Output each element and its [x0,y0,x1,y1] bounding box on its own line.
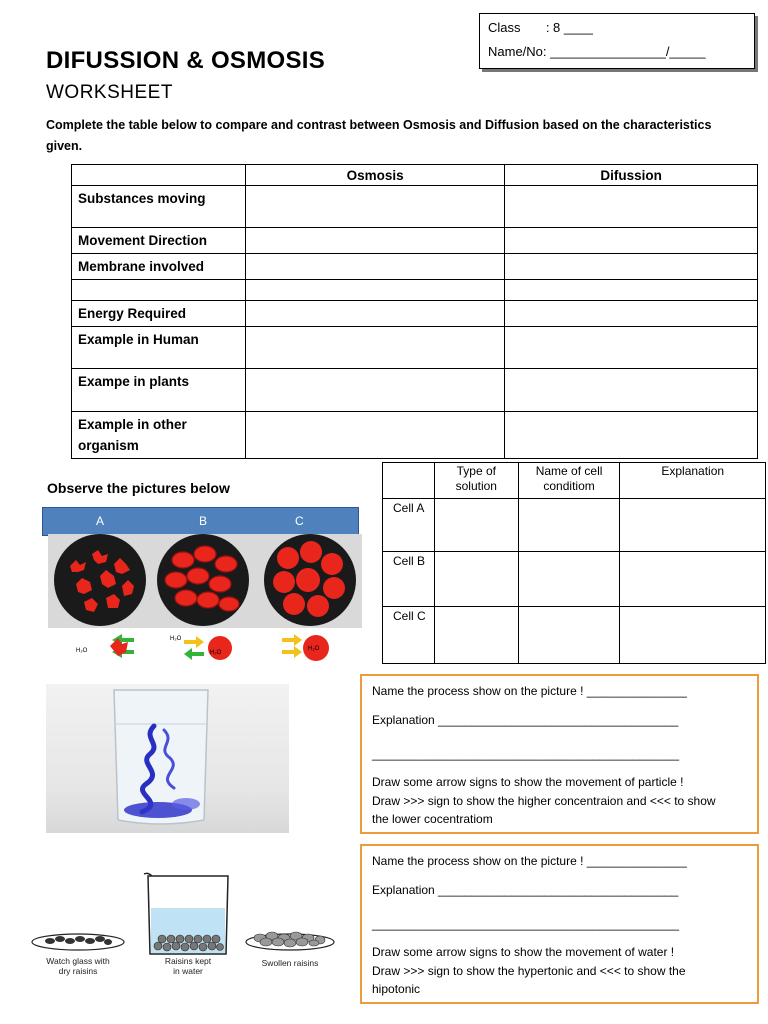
diffusion-photo [46,684,289,833]
cell-label-c: C [295,514,304,528]
caption-watch-glass [36,956,120,976]
answer-cell[interactable] [434,552,518,607]
cell-condition-table [382,462,766,664]
question-line[interactable]: ______________________________________________ [372,747,679,761]
answer-cell[interactable] [505,228,758,254]
table-header-row [72,165,758,186]
row-label: Energy Required [72,301,246,327]
caption-raisins-water [146,956,230,976]
cell-label-bar [42,507,359,536]
answer-cell[interactable] [245,327,505,369]
row-label: Example in other organism [72,412,246,459]
class-label: Class [488,20,521,35]
table-row [72,301,758,327]
question-line[interactable]: Explanation ____________________________________ [372,883,679,897]
answer-cell[interactable] [518,552,620,607]
header-cell [383,463,435,499]
table-row [72,327,758,369]
header-cell [72,165,246,186]
answer-cell[interactable] [245,254,505,280]
question-line: Draw >>> sign to show the higher concentraion and <<< to show [372,794,716,808]
row-label: Substances moving [72,186,246,228]
answer-cell[interactable] [245,280,505,301]
h2o-label-b2: H₂O [210,650,222,656]
class-value: : 8 ____ [545,20,593,35]
question-line[interactable]: Name the process show on the picture ! _______________ [372,854,687,868]
table-row [383,499,766,552]
header-cell: Name of cell conditiom [518,463,620,499]
blood-cells-image [48,534,362,628]
answer-cell[interactable] [505,301,758,327]
osmosis-arrows-diagram [66,630,366,666]
instructions: Complete the table below to compare and contrast between Osmosis and Diffusion based on the characteristics given. [46,118,712,153]
observe-label: Observe the pictures below [47,480,230,496]
name-label: Name/No: [488,44,547,59]
name-value: ________________/_____ [550,44,706,59]
class-field[interactable] [488,20,593,35]
blood-cells-panel [48,534,362,628]
answer-cell[interactable] [505,369,758,412]
header-cell: Type of solution [434,463,518,499]
header-cell: Osmosis [245,165,505,186]
process-question-box-2 [360,844,759,1004]
row-label: Movement Direction [72,228,246,254]
name-field[interactable] [488,44,706,59]
caption-swollen-raisins: Swollen raisins [261,958,319,968]
answer-cell[interactable] [518,499,620,552]
answer-cell[interactable] [434,499,518,552]
caption-line: dry raisins [58,966,98,976]
table-header-row [383,463,766,499]
h2o-label-a: H₂O [76,648,88,654]
row-label: Cell C [383,607,435,664]
h2o-label-c: H₂O [308,646,320,652]
row-label: Membrane involved [72,254,246,280]
answer-cell[interactable] [505,186,758,228]
answer-cell[interactable] [245,369,505,412]
table-row [383,552,766,607]
question-line: the lower cocentratiom [372,812,493,826]
question-line: Draw some arrow signs to show the movement of particle ! [372,775,684,789]
row-label: Exampe in plants [72,369,246,412]
row-label [72,280,246,301]
table-row [72,280,758,301]
table-row [72,186,758,228]
header-cell: Difussion [505,165,758,186]
answer-cell[interactable] [505,327,758,369]
answer-cell[interactable] [620,552,766,607]
question-line[interactable]: Explanation ____________________________________ [372,713,679,727]
answer-cell[interactable] [518,607,620,664]
table-row [72,254,758,280]
question-line[interactable]: ______________________________________________ [372,917,679,931]
page-subtitle: WORKSHEET [46,82,173,103]
table-row [72,369,758,412]
class-name-box [479,13,755,69]
page-title: DIFUSSION & OSMOSIS [46,47,326,74]
caption-line: Watch glass with [46,956,110,966]
raisins-illustration [28,862,338,980]
table-row [72,228,758,254]
process-question-box-1 [360,674,759,834]
answer-cell[interactable] [434,607,518,664]
row-label: Cell A [383,499,435,552]
row-label: Cell B [383,552,435,607]
header-cell: Explanation [620,463,766,499]
table-row [383,607,766,664]
answer-cell[interactable] [620,607,766,664]
answer-cell[interactable] [245,186,505,228]
question-line: Draw >>> sign to show the hypertonic and <<< to show the [372,964,686,978]
answer-cell[interactable] [505,280,758,301]
answer-cell[interactable] [620,499,766,552]
compare-table [71,164,758,459]
question-line: hipotonic [372,982,421,996]
cell-label-b: B [199,514,208,528]
question-line[interactable]: Name the process show on the picture ! _______________ [372,684,687,698]
glass-ink-image [46,684,289,833]
h2o-label-b: H₂O [170,636,182,642]
question-line: Draw some arrow signs to show the movement of water ! [372,945,675,959]
answer-cell[interactable] [245,301,505,327]
row-label: Example in Human [72,327,246,369]
answer-cell[interactable] [245,412,505,459]
table-row [72,412,758,459]
answer-cell[interactable] [245,228,505,254]
cell-label-a: A [96,514,105,528]
caption-line: Raisins kept [164,956,212,966]
answer-cell[interactable] [505,412,758,459]
answer-cell[interactable] [505,254,758,280]
caption-line: in water [173,966,203,976]
